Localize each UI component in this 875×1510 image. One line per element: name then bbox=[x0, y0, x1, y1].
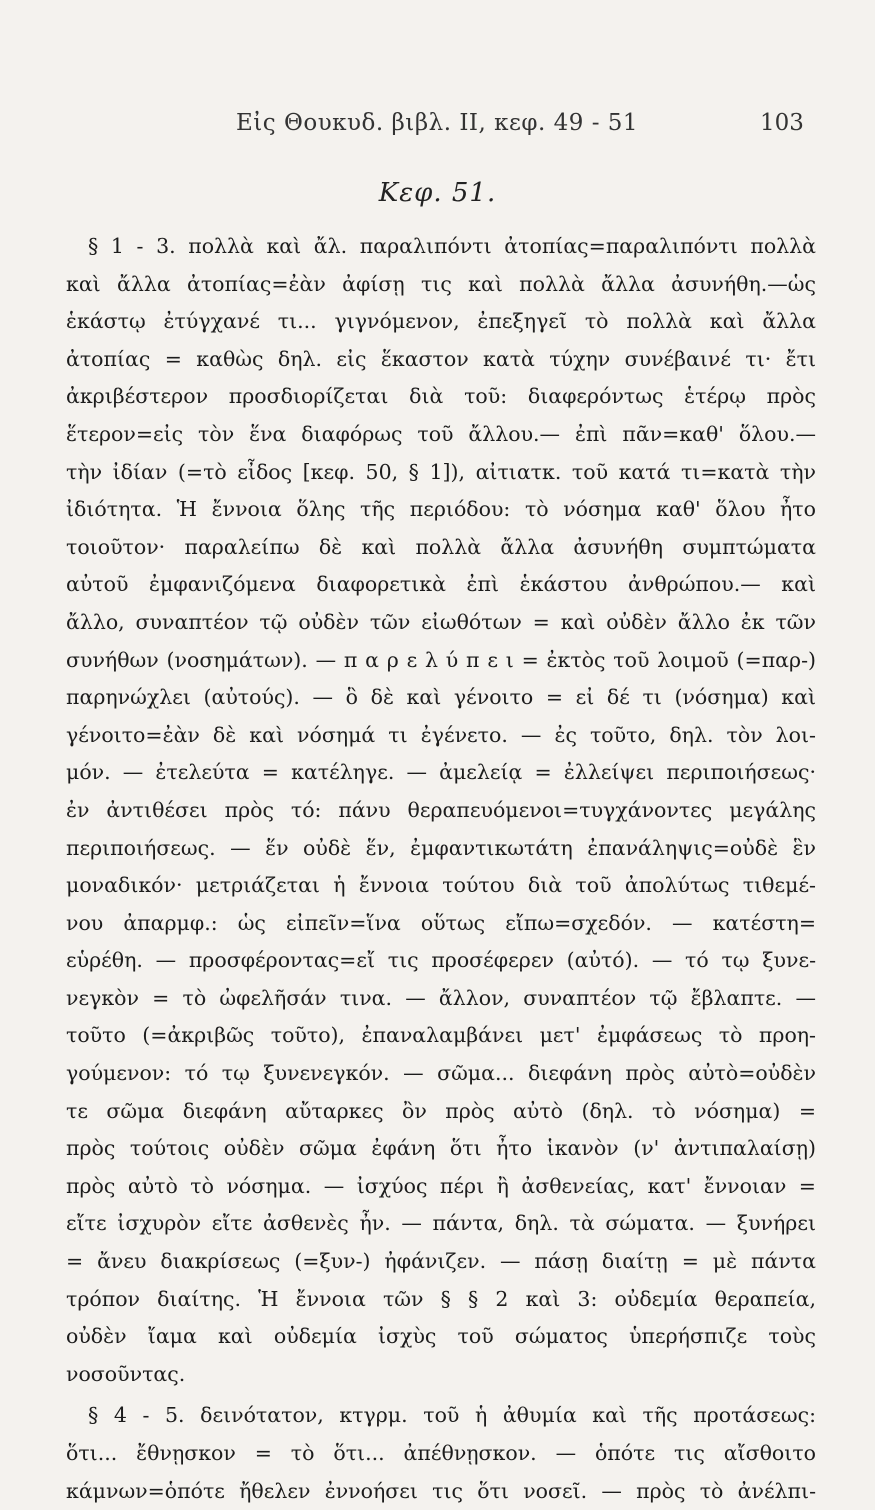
text-line: ἀκριβέστερον προσδιορίζεται διὰ τοῦ: διαφερόντως ἑτέρῳ πρὸς bbox=[66, 384, 816, 409]
text-line: τὴν ἰδίαν (=τὸ εἶδος [κεφ. 50, § 1]), αἰτιατκ. τοῦ κατά τι=κατὰ τὴν bbox=[66, 459, 816, 484]
text-line: περιποιήσεως. — ἕν οὐδὲ ἕν, ἐμφαντικωτάτη ἐπανάληψις=οὐδὲ ἓν bbox=[66, 835, 816, 860]
text-line: συνήθων (νοσημάτων). — π α ρ ε λ ύ π ε ι = ἐκτὸς τοῦ λοιμοῦ (=παρ-) bbox=[66, 647, 816, 672]
text-line: ἰδιότητα. Ἡ ἔννοια ὅλης τῆς περιόδου: τὸ νόσημα καθ' ὅλου ἦτο bbox=[66, 497, 816, 522]
text-line: παρηνώχλει (αὐτούς). — ὃ δὲ καὶ γένοιτο = εἰ δέ τι (νόσημα) καὶ bbox=[66, 685, 816, 710]
text-line: πρὸς τούτοις οὐδὲν σῶμα ἐφάνη ὅτι ἦτο ἱκανὸν (ν' ἀντιπαλαίσῃ) bbox=[66, 1136, 816, 1161]
text-line: τοιοῦτον· παραλείπω δὲ καὶ πολλὰ ἄλλα ἀσυνήθη συμπτώματα bbox=[66, 534, 816, 559]
text-line: εἴτε ἰσχυρὸν εἴτε ἀσθενὲς ἦν. — πάντα, δηλ. τὰ σώματα. — ξυνήρει bbox=[66, 1211, 816, 1236]
running-title: Εἰς Θουκυδ. βιβλ. ΙΙ, κεφ. 49 - 51 bbox=[236, 110, 639, 136]
text-line: μοναδικόν· μετριάζεται ἡ ἔννοια τούτου διὰ τοῦ ἀπολύτως τιθεμέ- bbox=[66, 873, 816, 898]
text-line: νεγκὸν = τὸ ὠφελῆσάν τινα. — ἄλλον, συναπτέον τῷ ἔβλαπτε. — bbox=[66, 985, 816, 1010]
text-line: § 1 - 3. πολλὰ καὶ ἄλ. παραλιπόντι ἀτοπίας=παραλιπόντι πολλὰ bbox=[88, 234, 816, 258]
text-line: ὅτι... ἔθνῃσκον = τὸ ὅτι... ἀπέθνῃσκον. — ὁπότε τις αἴσθοιτο bbox=[66, 1441, 816, 1465]
commentary-text bbox=[66, 228, 816, 1510]
chapter-heading: Κεφ. 51. bbox=[378, 178, 497, 208]
text-line: νου ἀπαρμφ.: ὡς εἰπεῖν=ἵνα οὕτως εἴπω=σχεδόν. — κατέστη= bbox=[66, 910, 816, 935]
text-line: πρὸς αὐτὸ τὸ νόσημα. — ἰσχύος πέρι ἢ ἀσθενείας, κατ' ἔννοιαν = bbox=[66, 1173, 816, 1198]
text-line: ἀτοπίας = καθὼς δηλ. εἰς ἕκαστον κατὰ τύχην συνέβαινέ τι· ἔτι bbox=[66, 346, 816, 371]
text-line: τε σῶμα διεφάνη αὔταρκες ὂν πρὸς αὐτὸ (δηλ. τὸ νόσημα) = bbox=[66, 1098, 816, 1123]
text-line: § 4 - 5. δεινότατον, κτγρμ. τοῦ ἡ ἀθυμία καὶ τῆς προτάσεως: bbox=[88, 1403, 816, 1428]
text-line: εὑρέθη. — προσφέροντας=εἴ τις προσέφερεν (αὐτό). — τό τῳ ξυνε- bbox=[66, 948, 816, 973]
running-head bbox=[0, 110, 875, 150]
text-line: ἐν ἀντιθέσει πρὸς τό: πάνυ θεραπευόμενοι=τυγχάνοντες μεγάλης bbox=[66, 797, 816, 822]
text-line: αὐτοῦ ἐμφανιζόμενα διαφορετικὰ ἐπὶ ἑκάστου ἀνθρώπου.— καὶ bbox=[66, 572, 816, 597]
text-line: μόν. — ἐτελεύτα = κατέληγε. — ἀμελείᾳ = ἐλλείψει περιποιήσεως· bbox=[66, 760, 816, 785]
text-line: γένοιτο=ἐὰν δὲ καὶ νόσημά τι ἐγένετο. — ἐς τοῦτο, δηλ. τὸν λοι- bbox=[66, 722, 816, 747]
text-line: ἄλλο, συναπτέον τῷ οὐδὲν τῶν εἰωθότων = καὶ οὐδὲν ἄλλο ἐκ τῶν bbox=[66, 609, 816, 634]
text-line: κάμνων=ὁπότε ἤθελεν ἐννοήσει τις ὅτι νοσεῖ. — πρὸς τὸ ἀνέλπι- bbox=[66, 1478, 816, 1503]
text-line: γούμενον: τό τῳ ξυνενεγκόν. — σῶμα... διεφάνη πρὸς αὐτὸ=οὐδὲν bbox=[66, 1061, 816, 1086]
text-line: νοσοῦντας. bbox=[66, 1361, 186, 1386]
text-line: τοῦτο (=ἀκριβῶς τοῦτο), ἐπαναλαμβάνει μετ' ἐμφάσεως τὸ προη- bbox=[66, 1023, 816, 1048]
text-line: τρόπον διαίτης. Ἡ ἔννοια τῶν § § 2 καὶ 3: οὐδεμία θεραπεία, bbox=[66, 1286, 816, 1311]
text-line: ἕτερον=εἰς τὸν ἕνα διαφόρως τοῦ ἄλλου.— ἐπὶ πᾶν=καθ' ὅλου.— bbox=[66, 421, 816, 446]
text-line: οὐδὲν ἴαμα καὶ οὐδεμία ἰσχὺς τοῦ σώματος ὑπερήσπιζε τοὺς bbox=[66, 1324, 816, 1349]
page-number: 103 bbox=[760, 110, 804, 136]
text-line: = ἄνευ διακρίσεως (=ξυν-) ἠφάνιζεν. — πάσῃ διαίτῃ = μὲ πάντα bbox=[66, 1249, 816, 1274]
text-line: ἑκάστῳ ἐτύγχανέ τι... γιγνόμενον, ἐπεξηγεῖ τὸ πολλὰ καὶ ἄλλα bbox=[66, 309, 816, 334]
text-line: καὶ ἄλλα ἀτοπίας=ἐὰν ἀφίσῃ τις καὶ πολλὰ ἄλλα ἀσυνήθη.—ὡς bbox=[66, 271, 816, 296]
